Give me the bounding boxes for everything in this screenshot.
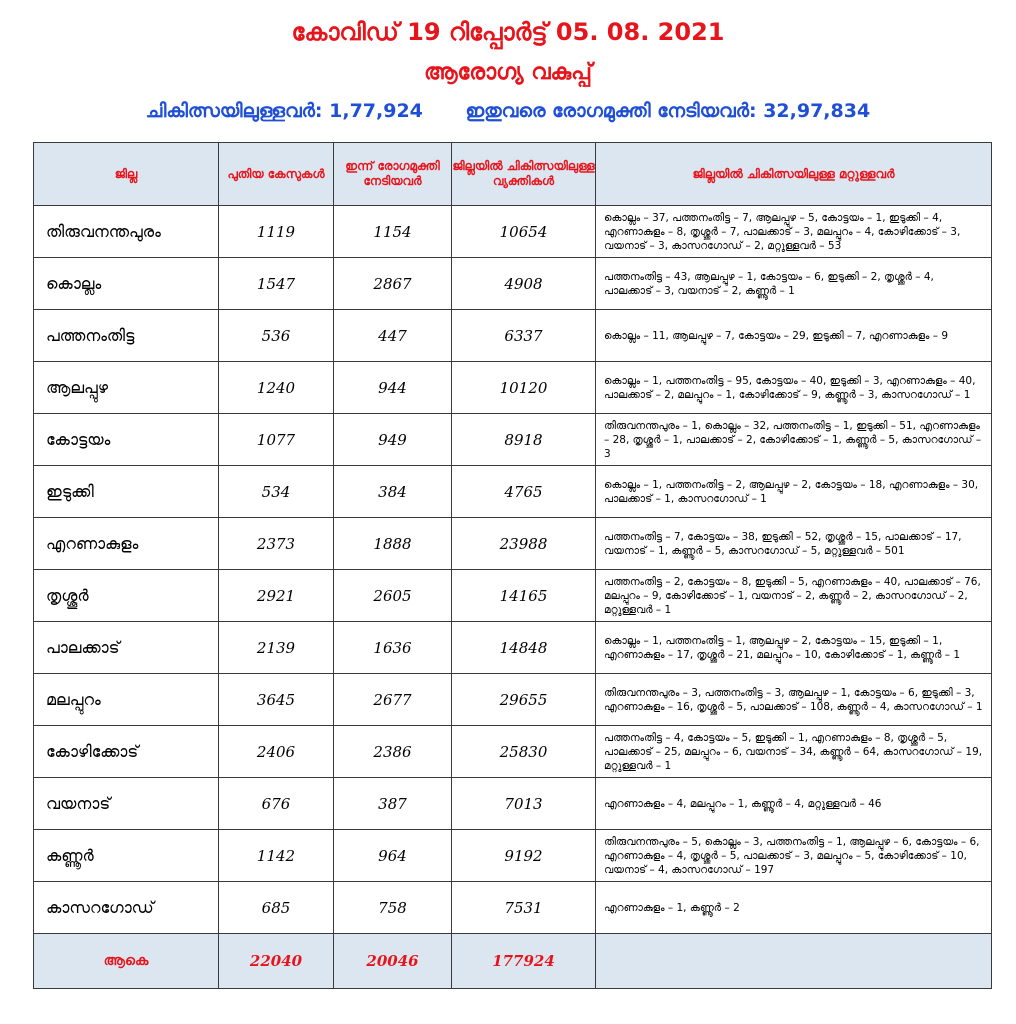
district-cell: തൃശ്ശൂർ xyxy=(34,570,219,622)
table-row xyxy=(34,414,992,466)
district-cell: മലപ്പുറം xyxy=(34,674,219,726)
under-treatment-cell: 29655 xyxy=(452,674,596,726)
new-cases-cell: 2139 xyxy=(219,622,334,674)
under-treatment-cell: 4765 xyxy=(452,466,596,518)
others-cell: കൊല്ലം – 1, പത്തനംതിട്ട – 2, ആലപ്പുഴ – 2, കോട്ടയം – 18, എറണാകുളം – 30, പാലക്കാട് – 1, കാസറഗോഡ് – 1 xyxy=(596,466,992,518)
new-cases-cell: 2921 xyxy=(219,570,334,622)
table-row xyxy=(34,362,992,414)
district-cell: പത്തനംതിട്ട xyxy=(34,310,219,362)
total-new-cases: 22040 xyxy=(219,934,334,989)
total-under-treatment: 177924 xyxy=(452,934,596,989)
under-treatment-cell: 14848 xyxy=(452,622,596,674)
recovered-summary: ഇതുവരെ രോഗമുക്തി നേടിയവർ: 32,97,834 xyxy=(465,100,871,122)
col-header-district: ജില്ല xyxy=(34,143,219,206)
total-others-empty xyxy=(596,934,992,989)
under-treatment-cell: 23988 xyxy=(452,518,596,570)
table-row xyxy=(34,570,992,622)
under-treatment-cell: 6337 xyxy=(452,310,596,362)
table-row xyxy=(34,830,992,882)
recovered-cell: 2386 xyxy=(334,726,452,778)
others-cell: എറണാകുളം – 1, കണ്ണൂർ – 2 xyxy=(596,882,992,934)
report-title: കോവിഡ് 19 റിപ്പോർട്ട് 05. 08. 2021 xyxy=(291,18,725,46)
others-cell: കൊല്ലം – 1, പത്തനംതിട്ട – 1, ആലപ്പുഴ – 2, കോട്ടയം – 15, ഇടുക്കി – 1, എറണാകുളം – 17, തൃശ്ശൂർ – 21, മലപ്പുറം – 10, കോഴിക്കോട് – 1, കണ്ണൂർ – 1 xyxy=(596,622,992,674)
table-row xyxy=(34,882,992,934)
table-row xyxy=(34,726,992,778)
recovered-cell: 1888 xyxy=(334,518,452,570)
new-cases-cell: 1077 xyxy=(219,414,334,466)
recovered-cell: 384 xyxy=(334,466,452,518)
table-row xyxy=(34,622,992,674)
recovered-cell: 964 xyxy=(334,830,452,882)
district-table xyxy=(33,142,992,989)
summary-line xyxy=(0,100,1016,122)
total-row xyxy=(34,934,992,989)
table-row xyxy=(34,778,992,830)
total-recovered: 20046 xyxy=(334,934,452,989)
table-row xyxy=(34,674,992,726)
under-treatment-cell: 7013 xyxy=(452,778,596,830)
col-header-others: ജില്ലയിൽ ചികിത്സയിലുള്ള മറ്റുള്ളവർ xyxy=(596,143,992,206)
new-cases-cell: 1547 xyxy=(219,258,334,310)
under-treatment-cell: 7531 xyxy=(452,882,596,934)
table-row xyxy=(34,258,992,310)
col-header-new-cases: പുതിയ കേസുകൾ xyxy=(219,143,334,206)
district-cell: ഇടുക്കി xyxy=(34,466,219,518)
new-cases-cell: 1119 xyxy=(219,206,334,258)
col-header-under-treatment: ജില്ലയിൽ ചികിത്സയിലുള്ള വ്യക്തികൾ xyxy=(452,143,596,206)
others-cell: പത്തനംതിട്ട – 43, ആലപ്പുഴ – 1, കോട്ടയം – 6, ഇടുക്കി – 2, തൃശ്ശൂർ – 4, പാലക്കാട് – 3, വയനാട് – 2, കണ്ണൂർ – 1 xyxy=(596,258,992,310)
others-cell: തിരുവനന്തപുരം – 5, കൊല്ലം – 3, പത്തനംതിട്ട – 1, ആലപ്പുഴ – 6, കോട്ടയം – 6, എറണാകുളം – 4, തൃശ്ശൂർ – 5, പാലക്കാട് – 3, മലപ്പുറം – 5, കോഴിക്കോട് – 10, വയനാട് – 4, കാസറഗോഡ് – 197 xyxy=(596,830,992,882)
others-cell: എറണാകുളം – 4, മലപ്പുറം – 1, കണ്ണൂർ – 4, മറ്റുള്ളവർ – 46 xyxy=(596,778,992,830)
table-row xyxy=(34,310,992,362)
others-cell: കൊല്ലം – 1, പത്തനംതിട്ട – 95, കോട്ടയം – 40, ഇടുക്കി – 3, എറണാകുളം – 40, പാലക്കാട് – 2, മലപ്പുറം – 1, കോഴിക്കോട് – 9, കണ്ണൂർ – 3, കാസറഗോഡ് – 1 xyxy=(596,362,992,414)
new-cases-cell: 676 xyxy=(219,778,334,830)
others-cell: പത്തനംതിട്ട – 4, കോട്ടയം – 5, ഇടുക്കി – 1, എറണാകുളം – 8, തൃശ്ശൂർ – 5, പാലക്കാട് – 25, മലപ്പുറം – 6, വയനാട് – 34, കണ്ണൂർ – 64, കാസറഗോഡ് – 19, മറ്റുള്ളവർ – 1 xyxy=(596,726,992,778)
new-cases-cell: 1240 xyxy=(219,362,334,414)
under-treatment-cell: 10654 xyxy=(452,206,596,258)
others-cell: പത്തനംതിട്ട – 7, കോട്ടയം – 38, ഇടുക്കി – 52, തൃശ്ശൂർ – 15, പാലക്കാട് – 17, വയനാട് – 1, കണ്ണൂർ – 5, കാസറഗോഡ് – 5, മറ്റുള്ളവർ – 501 xyxy=(596,518,992,570)
department-title: ആരോഗ്യ വകുപ്പ് xyxy=(424,60,592,85)
table-body xyxy=(34,206,992,934)
others-cell: പത്തനംതിട്ട – 2, കോട്ടയം – 8, ഇടുക്കി – 5, എറണാകുളം – 40, പാലക്കാട് – 76, മലപ്പുറം – 9, കോഴിക്കോട് – 1, വയനാട് – 2, കണ്ണൂർ – 2, കാസറഗോഡ് – 2, മറ്റുള്ളവർ – 1 xyxy=(596,570,992,622)
others-cell: കൊല്ലം – 11, ആലപ്പുഴ – 7, കോട്ടയം – 29, ഇടുക്കി – 7, എറണാകുളം – 9 xyxy=(596,310,992,362)
recovered-cell: 1154 xyxy=(334,206,452,258)
recovered-cell: 944 xyxy=(334,362,452,414)
recovered-cell: 2867 xyxy=(334,258,452,310)
recovered-cell: 2677 xyxy=(334,674,452,726)
recovered-cell: 1636 xyxy=(334,622,452,674)
others-cell: തിരുവനന്തപുരം – 1, കൊല്ലം – 32, പത്തനംതിട്ട – 1, ഇടുക്കി – 51, എറണാകുളം – 28, തൃശ്ശൂർ – 1, പാലക്കാട് – 2, കോഴിക്കോട് – 1, കണ്ണൂർ – 5, കാസറഗോഡ് – 3 xyxy=(596,414,992,466)
new-cases-cell: 2406 xyxy=(219,726,334,778)
recovered-cell: 387 xyxy=(334,778,452,830)
district-cell: കണ്ണൂർ xyxy=(34,830,219,882)
others-cell: തിരുവനന്തപുരം – 3, പത്തനംതിട്ട – 3, ആലപ്പുഴ – 1, കോട്ടയം – 6, ഇടുക്കി – 3, എറണാകുളം – 16, തൃശ്ശൂർ – 5, പാലക്കാട് – 108, കണ്ണൂർ – 4, കാസറഗോഡ് – 1 xyxy=(596,674,992,726)
under-treatment-cell: 4908 xyxy=(452,258,596,310)
new-cases-cell: 2373 xyxy=(219,518,334,570)
new-cases-cell: 1142 xyxy=(219,830,334,882)
recovered-cell: 2605 xyxy=(334,570,452,622)
district-cell: തിരുവനന്തപുരം xyxy=(34,206,219,258)
under-treatment-cell: 25830 xyxy=(452,726,596,778)
recovered-cell: 758 xyxy=(334,882,452,934)
new-cases-cell: 3645 xyxy=(219,674,334,726)
district-cell: വയനാട് xyxy=(34,778,219,830)
others-cell: കൊല്ലം – 37, പത്തനംതിട്ട – 7, ആലപ്പുഴ – 5, കോട്ടയം – 1, ഇടുക്കി – 4, എറണാകുളം – 8, തൃശ്ശൂർ – 7, പാലക്കാട് – 3, മലപ്പുറം – 4, കോഴിക്കോട് – 3, വയനാട് – 3, കാസറഗോഡ് – 2, മറ്റുള്ളവർ – 53 xyxy=(596,206,992,258)
district-cell: കൊല്ലം xyxy=(34,258,219,310)
district-cell: കോട്ടയം xyxy=(34,414,219,466)
table-row xyxy=(34,518,992,570)
district-cell: പാലക്കാട് xyxy=(34,622,219,674)
district-cell: കോഴിക്കോട് xyxy=(34,726,219,778)
col-header-recovered: ഇന്ന് രോഗമുക്തി നേടിയവർ xyxy=(334,143,452,206)
under-treatment-cell: 9192 xyxy=(452,830,596,882)
new-cases-cell: 536 xyxy=(219,310,334,362)
under-treatment-cell: 10120 xyxy=(452,362,596,414)
new-cases-cell: 534 xyxy=(219,466,334,518)
table-header-row xyxy=(34,143,992,206)
total-label: ആകെ xyxy=(34,934,219,989)
district-cell: കാസറഗോഡ് xyxy=(34,882,219,934)
table-row xyxy=(34,466,992,518)
new-cases-cell: 685 xyxy=(219,882,334,934)
table-row xyxy=(34,206,992,258)
recovered-cell: 949 xyxy=(334,414,452,466)
under-treatment-cell: 8918 xyxy=(452,414,596,466)
district-cell: എറണാകുളം xyxy=(34,518,219,570)
recovered-cell: 447 xyxy=(334,310,452,362)
under-treatment-cell: 14165 xyxy=(452,570,596,622)
district-cell: ആലപ്പുഴ xyxy=(34,362,219,414)
under-treatment-summary: ചികിത്സയിലുള്ളവർ: 1,77,924 xyxy=(145,100,423,122)
